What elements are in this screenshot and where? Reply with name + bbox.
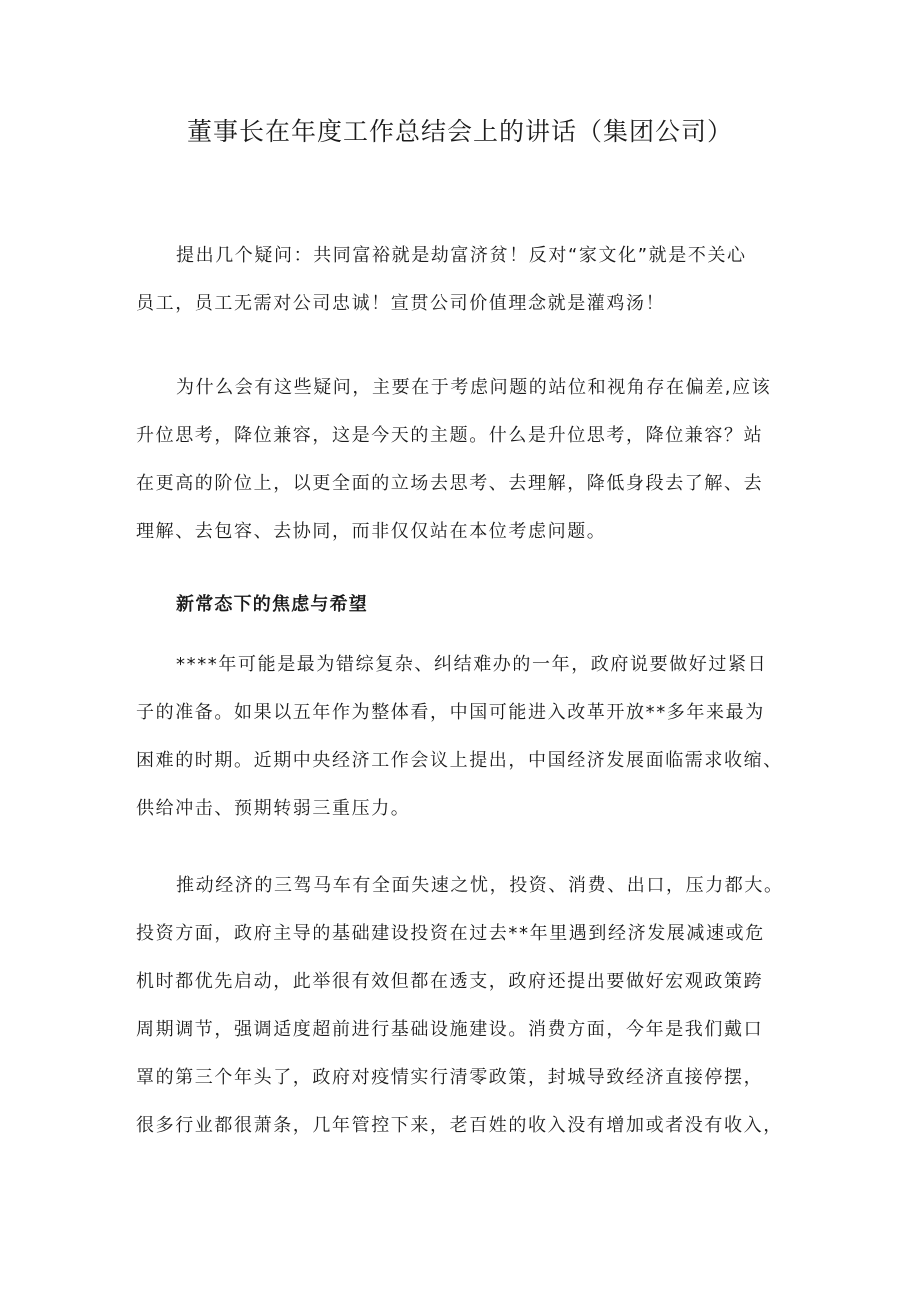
paragraph-line: 周期调节，强调适度超前进行基础设施建设。消费方面，今年是我们戴口 [136,1019,764,1040]
paragraph-line: 子的准备。如果以五年作为整体看，中国可能进入改革开放**多年来最为 [136,702,765,723]
paragraph-line: 困难的时期。近期中央经济工作会议上提出，中国经济发展面临需求收缩、 [136,750,783,771]
paragraph-1 [136,232,788,328]
paragraph-3 [136,641,788,833]
section-heading: 新常态下的焦虑与希望 [176,594,368,615]
paragraph-line: 员工，员工无需对公司忠诚！宣贯公司价值理念就是灌鸡汤！ [136,293,666,314]
paragraph-2 [136,364,788,556]
paragraph-line: 机时都优先启动，此举很有效但都在透支，政府还提出要做好宏观政策跨 [136,971,764,992]
paragraph-line: 供给冲击、预期转弱三重压力。 [136,798,411,819]
paragraph-line: 罩的第三个年头了，政府对疫情实行清零政策，封城导致经济直接停摆， [136,1067,764,1088]
paragraph-line: 为什么会有这些疑问，主要在于考虑问题的站位和视角存在偏差,应该 [176,377,772,398]
paragraph-line: 在更高的阶位上，以更全面的立场去思考、去理解，降低身段去了解、去 [136,473,764,494]
paragraph-line: 升位思考，降位兼容，这是今天的主题。什么是升位思考，降位兼容？站 [136,425,764,446]
paragraph-line: 提出几个疑问：共同富裕就是劫富济贫！反对“家文化”就是不关心 [176,245,747,266]
paragraph-line: ****年可能是最为错综复杂、纠结难办的一年，政府说要做好过紧日 [176,654,768,675]
paragraph-line: 投资方面，政府主导的基础建设投资在过去**年里遇到经济发展减速或危 [136,923,765,944]
paragraph-4 [136,862,788,1150]
page-title: 董事长在年度工作总结会上的讲话（集团公司） [186,117,733,146]
paragraph-line: 很多行业都很萧条，几年管控下来，老百姓的收入没有增加或者没有收入， [136,1115,783,1136]
paragraph-line: 推动经济的三驾马车有全面失速之忧，投资、消费、出口，压力都大。 [176,875,784,896]
paragraph-line: 理解、去包容、去协同，而非仅仅站在本位考虑问题。 [136,521,607,542]
